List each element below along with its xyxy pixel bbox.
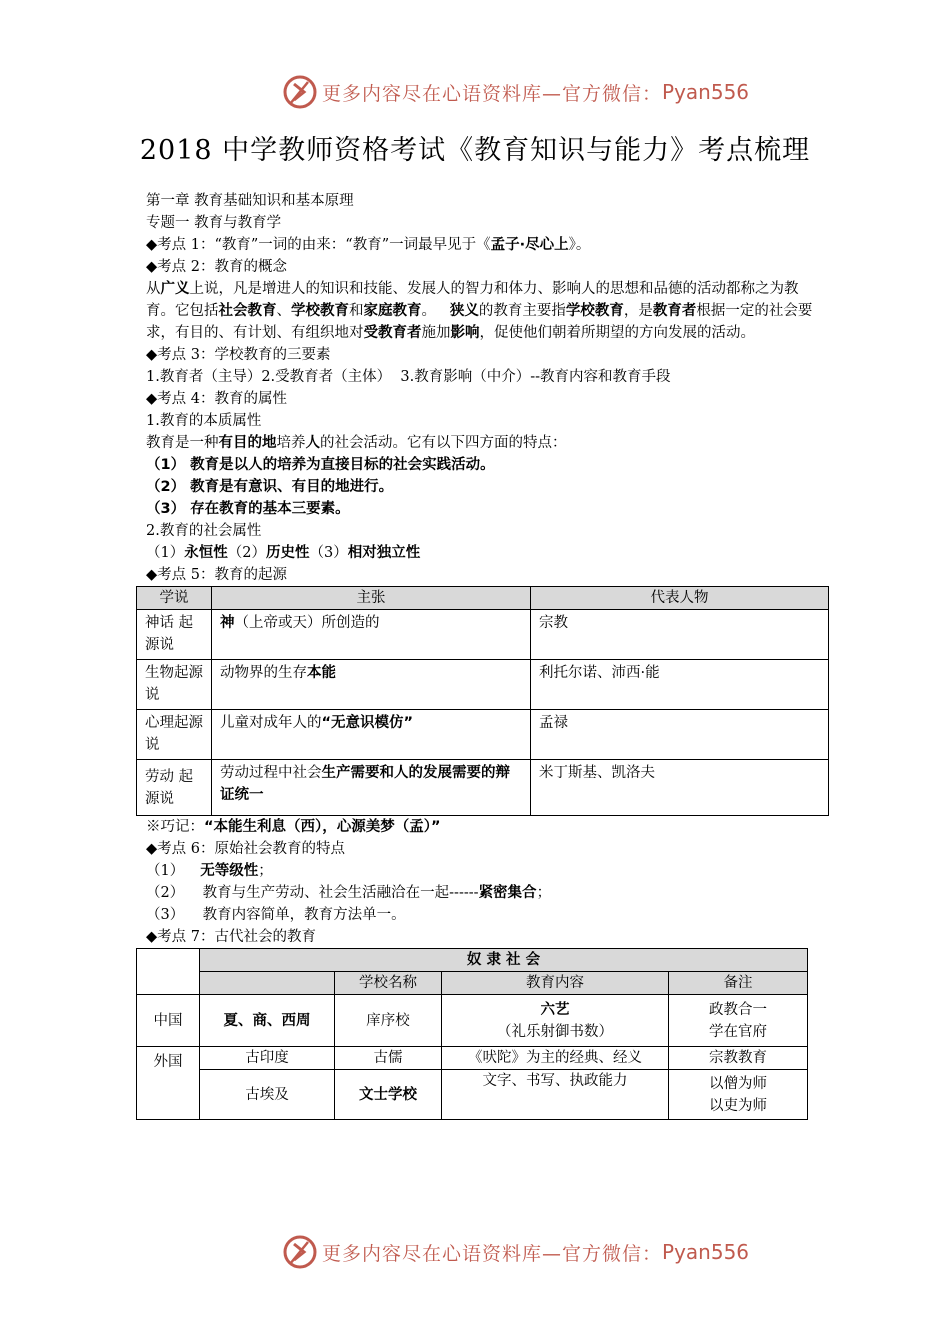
table-row: 中国 夏、商、西周 庠序校 六艺 （礼乐射御书数） 政教合一 学在官府 [137,995,808,1047]
footer-banner [282,1232,749,1272]
banner-id: Pyan556 [662,1240,750,1264]
page-title: 2018 中学教师资格考试《教育知识与能力》考点梳理 [139,135,811,166]
document-body [146,190,826,1120]
table-header: 主张 [212,587,531,610]
table-header: 学校名称 [335,972,442,995]
table-header-row [137,949,808,972]
chapter-heading: 第一章 教育基础知识和基本原理 [146,193,354,209]
table-header-row [137,972,808,995]
point-4-item-2: （2） 教育是有意识、有目的地进行。 [146,479,394,495]
point-3-heading: ◆考点 3：学校教育的三要素 [146,347,331,363]
table-header: 代表人物 [531,587,829,610]
point-5-heading: ◆考点 5：教育的起源 [146,567,287,583]
point-6-item-2: （2） 教育与生产劳动、社会生活融洽在一起------紧密集合； [146,885,552,901]
point-6-item-3: （3） 教育内容简单，教育方法单一。 [146,907,406,923]
point-2-heading: ◆考点 2：教育的概念 [146,259,287,275]
point-6-item-1: （1） 无等级性； [146,863,273,879]
point-4-sub2: 2.教育的社会属性 [146,523,262,539]
point-1: ◆考点 1：“教育”一词的由来：“教育”一词最早见于《孟子·尽心上》。 [146,237,591,253]
table-row: 劳动 起源说 劳动过程中社会生产需要和人的发展需要的辩证统一 米丁斯基、凯洛夫 [137,760,829,816]
banner-text: 更多内容尽在心语资料库—官方微信： [322,82,663,105]
topic-heading: 专题一 教育与教育学 [146,215,282,231]
point-6-heading: ◆考点 6：原始社会教育的特点 [146,841,345,857]
banner-text: 更多内容尽在心语资料库—官方微信： [322,1242,663,1265]
point-7-heading: ◆考点 7：古代社会的教育 [146,929,316,945]
group-header: 奴 隶 社 会 [200,949,808,972]
point-2-body: 从广义上说，凡是增进人的知识和技能、发展人的智力和体力、影响人的思想和品德的活动都称之为教育。它包括社会教育、学校教育和家庭教育。 狭义的教育主要指学校教育，是教育者根据一定的社会要求，有目的、有计划、有组织地对受教育者施加影响，促使他们朝着所期望的方向发展的活动。 [146,281,813,341]
table-header: 教育内容 [442,972,669,995]
point-4-item-1: （1） 教育是以人的培养为直接目标的社会实践活动。 [146,457,495,473]
point-4-line: 教育是一种有目的地培养人的社会活动。它有以下四方面的特点： [146,435,567,451]
point-4-heading: ◆考点 4：教育的属性 [146,391,287,407]
logo-icon [282,74,318,110]
table-header-row [137,587,829,610]
table-row: 神话 起源说 神（上帝或天）所创造的 宗教 [137,610,829,660]
point-4-social: （1）永恒性（2）历史性（3）相对独立性 [146,545,421,561]
ancient-education-table [136,948,808,1120]
table-row: 外国 古印度 古儒 《吠陀》为主的经典、经义 宗教教育 [137,1047,808,1070]
banner-id: Pyan556 [662,80,750,104]
logo-icon [282,1234,318,1270]
table-row: 生物起源说 动物界的生存本能 利托尔诺、沛西·能 [137,660,829,710]
origin-table [136,586,829,816]
table-header: 备注 [669,972,808,995]
header-banner [282,72,749,112]
point-4-sub1: 1.教育的本质属性 [146,413,262,429]
memory-tip: ※巧记：“本能生利息（西），心源美梦（孟）” [146,819,441,835]
point-4-item-3: （3） 存在教育的基本三要素。 [146,501,350,517]
table-row: 古埃及 文士学校 文字、书写、执政能力 以僧为师 以吏为师 [137,1070,808,1120]
table-row: 心理起源说 儿童对成年人的“无意识模仿” 孟禄 [137,710,829,760]
table-header: 学说 [137,587,212,610]
point-3-body: 1.教育者（主导）2.受教育者（主体） 3.教育影响（中介）--教育内容和教育手段 [146,369,671,385]
